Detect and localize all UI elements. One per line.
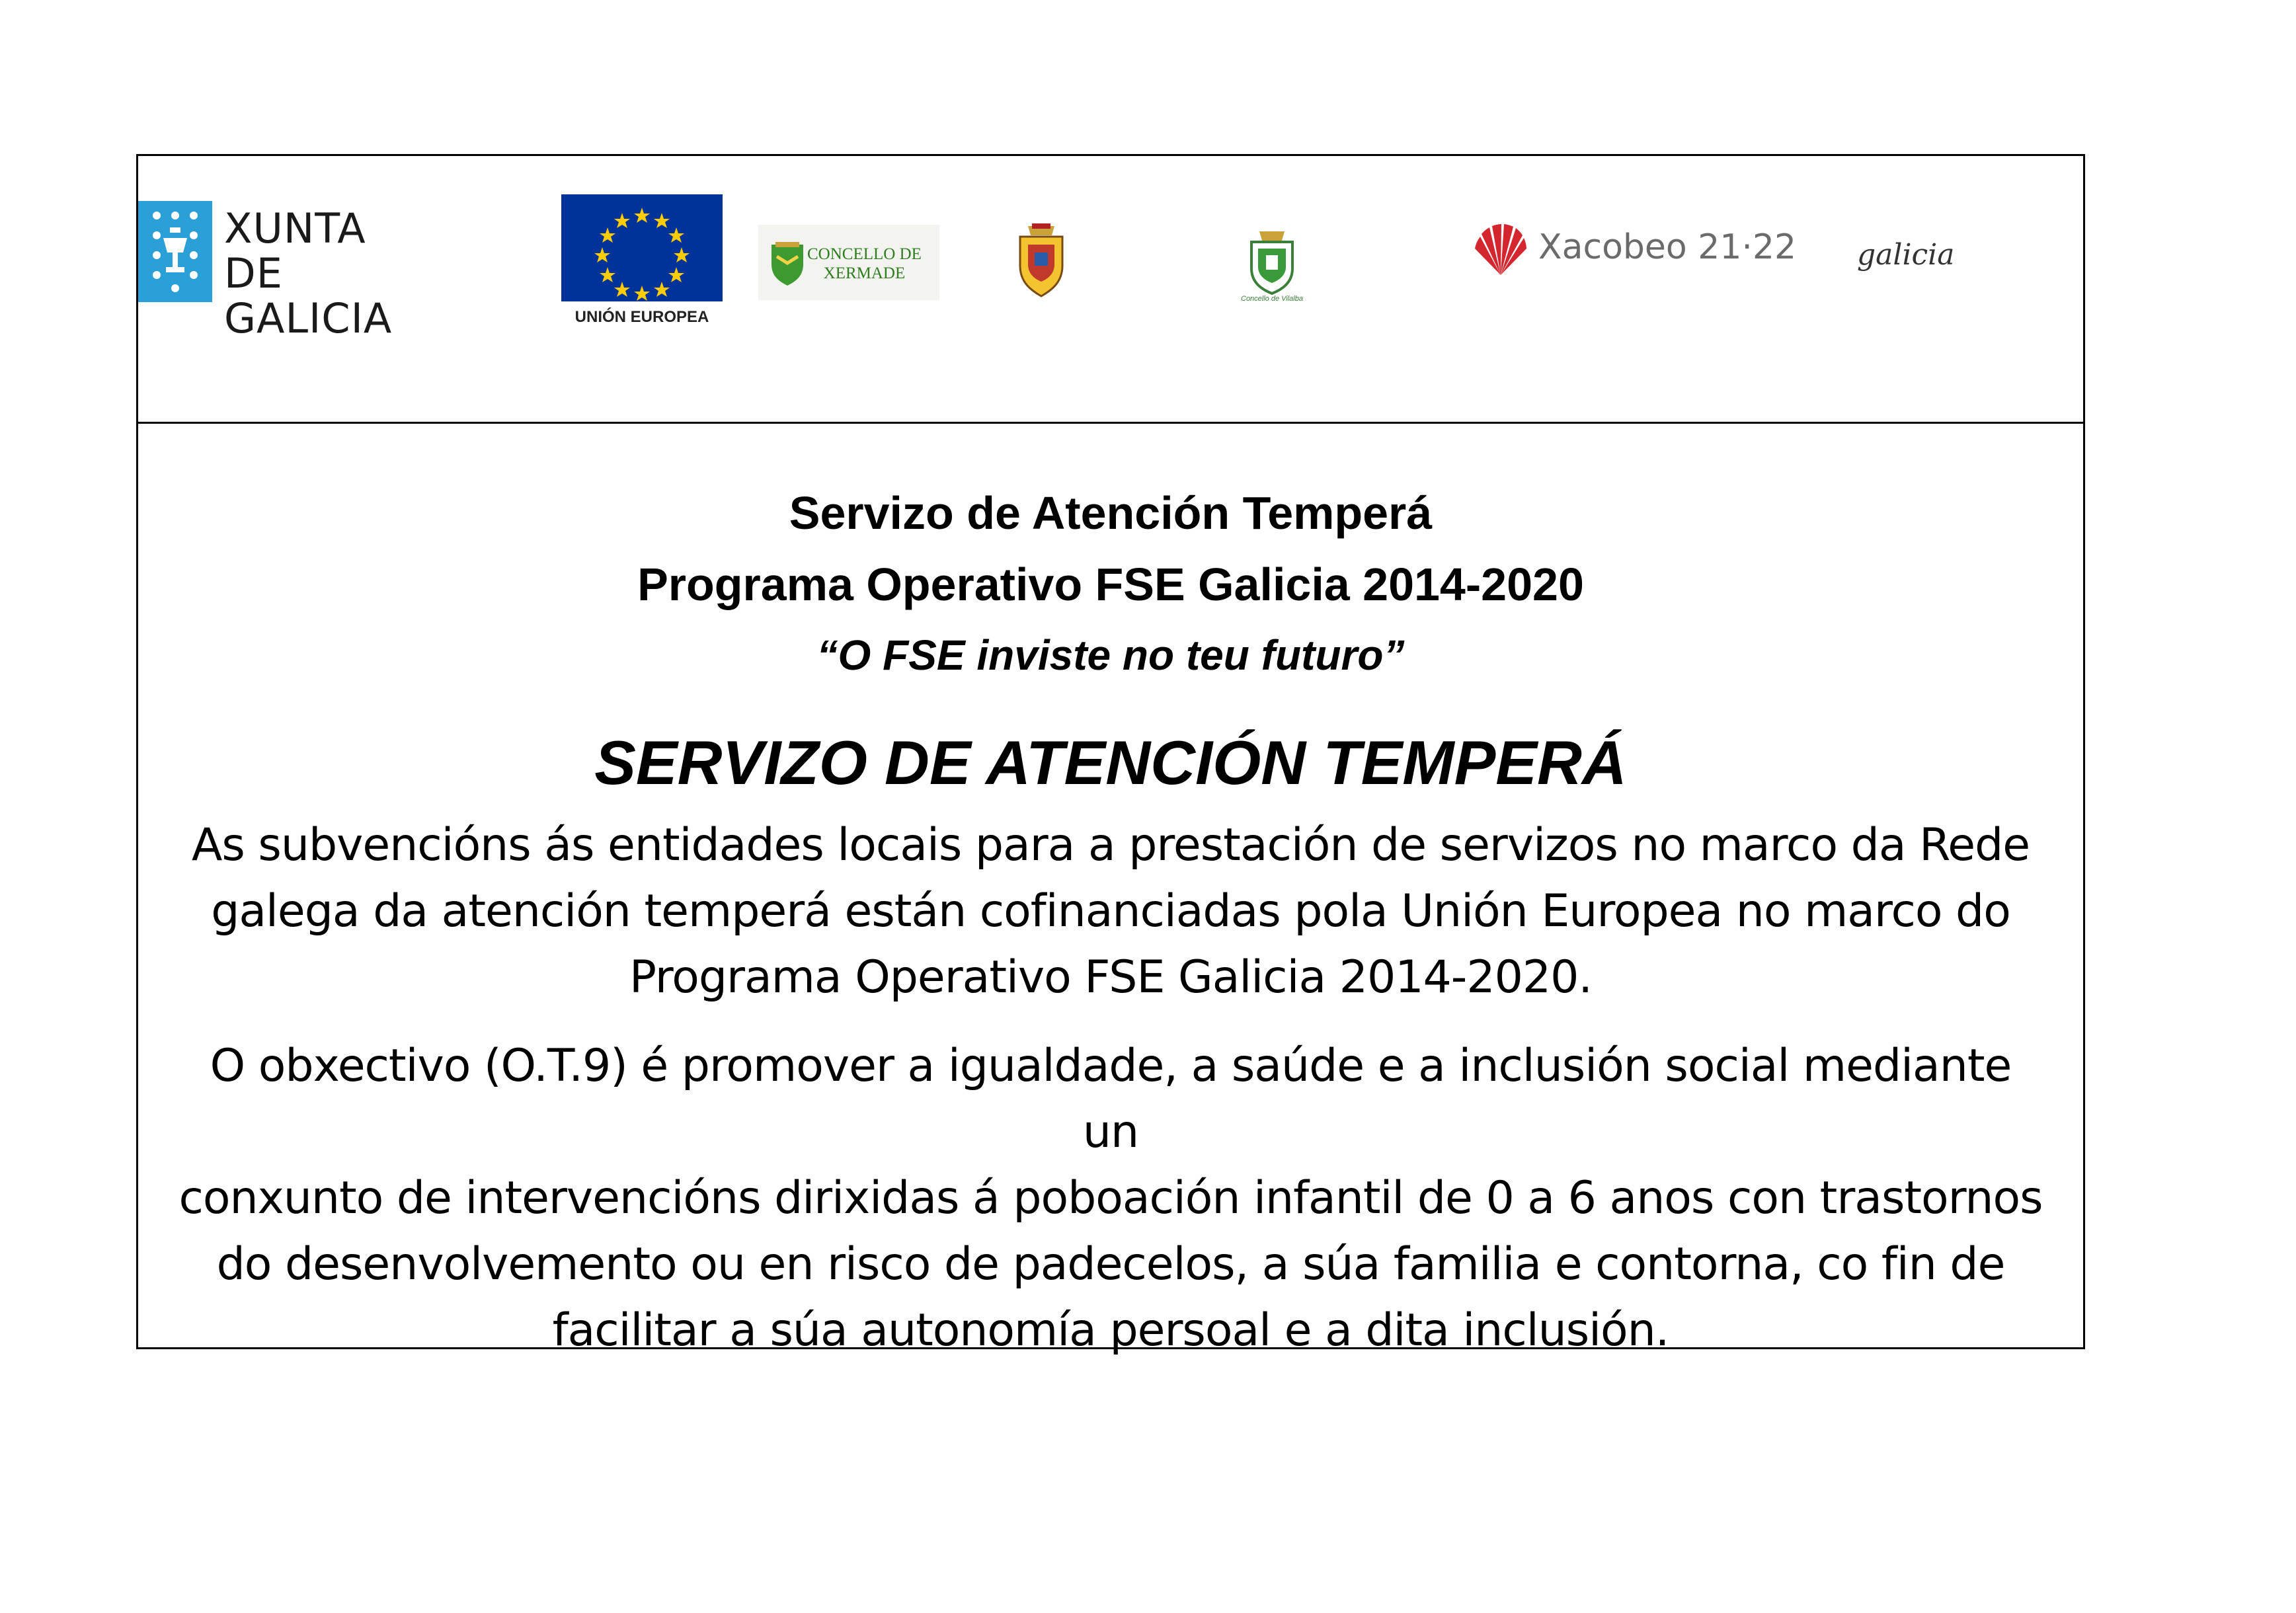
service-title: Servizo de Atención Temperá: [789, 487, 1433, 539]
xacobeo-logo: [1472, 222, 1797, 282]
galicia-logo: [1857, 238, 1989, 284]
coat-of-arms-2-caption: Concello de Vilalba: [1241, 295, 1303, 303]
shield-icon: [1015, 223, 1068, 297]
eu-logo: [561, 194, 723, 333]
xermade-logo: [758, 225, 939, 300]
programme-title: Programa Operativo FSE Galicia 2014-2020: [637, 559, 1584, 610]
logo-row: [138, 156, 2083, 424]
xunta-wordmark: XUNTA DE GALICIA: [224, 204, 393, 342]
eu-flag-icon: [561, 194, 723, 301]
xunta-emblem-icon: [138, 201, 212, 302]
xermade-text: CONCELLO DE XERMADE: [807, 245, 922, 282]
eu-caption: UNIÓN EUROPEA: [574, 308, 709, 326]
xunta-logo: [138, 201, 455, 342]
coat-of-arms-1: [1015, 223, 1068, 297]
galicia-wordmark: galicia: [1857, 238, 1955, 272]
notice-content: [138, 424, 2083, 1364]
xacobeo-wordmark: Xacobeo 21·22: [1538, 227, 1797, 267]
xermade-badge: [758, 225, 939, 300]
shield-icon: [1236, 229, 1308, 295]
notice-frame: [136, 154, 2085, 1357]
main-title: SERVIZO DE ATENCIÓN TEMPERÁ: [594, 728, 1627, 797]
motto: “O FSE inviste no teu futuro”: [816, 631, 1405, 679]
scallop-shell-icon: [1472, 222, 1529, 279]
coat-of-arms-2: [1236, 229, 1308, 308]
paragraph-objective: O obxectivo (O.T.9) é promover a igualdade, a saúde e a inclusión social mediante un conxunto de intervencións dirixidas á poboación infantil de 0 a 6 anos con trastornos do desenvolvemento ou en risco de padecelos, a súa familia e contorna, co fin de facilitar a súa autonomía persoal e a dita inclusión.: [178, 1040, 2043, 1357]
paragraph-funding: As subvencións ás entidades locais para a prestación de servizos no marco da Rede galega da atención temperá están cofinanciadas pola Unión Europea no marco do Programa Operativo FSE Galicia 2014-2020.: [191, 819, 2030, 1003]
xermade-shield-icon: [768, 237, 807, 290]
